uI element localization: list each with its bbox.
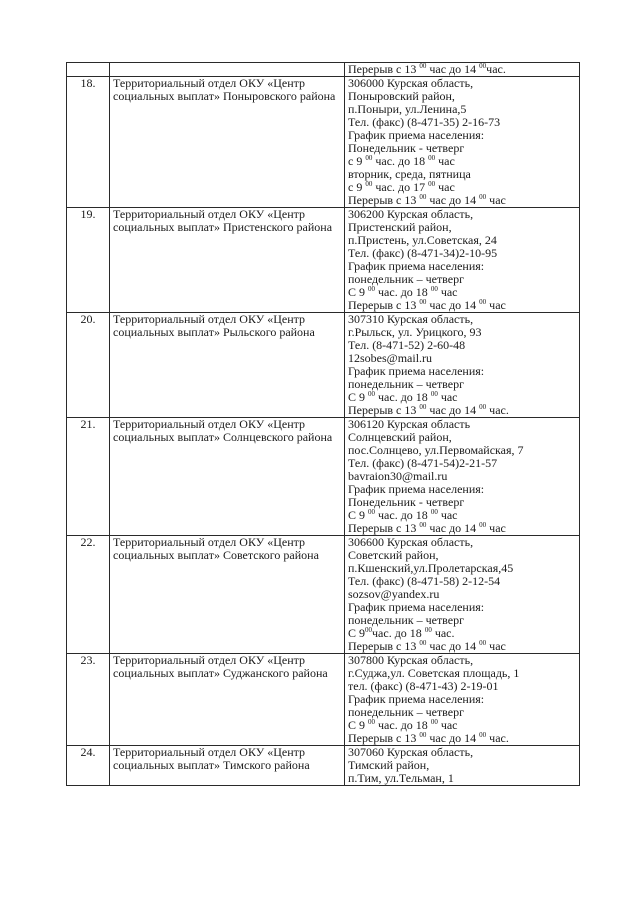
- line-text: Перерыв с 13: [348, 731, 420, 745]
- line-text: тел. (факс) (8-471-43) 2-19-01: [348, 679, 499, 693]
- line-text: Тел. (факс) (8-471-54)2-21-57: [348, 456, 498, 470]
- table-row: [67, 208, 580, 313]
- time-minutes-superscript: 00: [430, 390, 438, 398]
- line-text: с 9: [348, 154, 366, 168]
- time-minutes-superscript: 00: [479, 62, 487, 70]
- line-text: час. до 18: [372, 154, 429, 168]
- organization-name: Территориальный отдел ОКУ «Центр социальных выплат» Тимского района: [110, 746, 345, 786]
- line-text: sozsov@yandex.ru: [348, 587, 440, 601]
- row-number: 20.: [67, 313, 110, 418]
- line-text: п.Кшенский,ул.Пролетарская,45: [348, 561, 514, 575]
- address-line: [348, 194, 576, 207]
- time-minutes-superscript: 00: [479, 403, 487, 411]
- time-minutes-superscript: 00: [419, 639, 427, 647]
- line-text: час: [437, 718, 458, 732]
- time-minutes-superscript: 00: [365, 626, 373, 634]
- address-schedule: [345, 63, 580, 77]
- time-minutes-superscript: 00: [479, 731, 487, 739]
- line-text: п.Пристень, ул.Советская, 24: [348, 233, 497, 247]
- time-minutes-superscript: 00: [419, 521, 427, 529]
- line-text: 12sobes@mail.ru: [348, 351, 433, 365]
- line-text: г.Рыльск, ул. Урицкого, 93: [348, 325, 482, 339]
- address-line: [348, 772, 576, 785]
- line-text: час до 14: [426, 403, 480, 417]
- organization-name: Территориальный отдел ОКУ «Центр социальных выплат» Солнцевского района: [110, 418, 345, 536]
- line-text: График приема населения:: [348, 692, 485, 706]
- line-text: час.: [486, 731, 509, 745]
- line-text: С 9: [348, 626, 366, 640]
- address-line: [348, 404, 576, 417]
- line-text: 306600 Курская область,: [348, 535, 474, 549]
- line-text: Понедельник - четверг: [348, 495, 465, 509]
- line-text: График приема населения:: [348, 600, 485, 614]
- line-text: час до 14: [426, 62, 480, 76]
- line-text: час.: [486, 62, 506, 76]
- line-text: Перерыв с 13: [348, 403, 420, 417]
- address-line: [348, 640, 576, 653]
- line-text: час: [437, 390, 458, 404]
- line-text: час: [435, 154, 455, 168]
- address-schedule: [345, 77, 580, 208]
- time-minutes-superscript: 00: [479, 639, 487, 647]
- line-text: с 9: [348, 180, 366, 194]
- address-schedule: [345, 746, 580, 786]
- time-minutes-superscript: 00: [430, 285, 438, 293]
- row-number: 23.: [67, 654, 110, 746]
- line-text: График приема населения:: [348, 364, 485, 378]
- line-text: г.Суджа,ул. Советская площадь, 1: [348, 666, 520, 680]
- line-text: час: [435, 180, 455, 194]
- line-text: час. до 18: [372, 626, 425, 640]
- line-text: час: [486, 639, 506, 653]
- line-text: час до 14: [426, 639, 480, 653]
- line-text: 307060 Курская область,: [348, 745, 474, 759]
- line-text: час: [486, 298, 506, 312]
- time-minutes-superscript: 00: [430, 508, 438, 516]
- line-text: понедельник – четверг: [348, 272, 465, 286]
- time-minutes-superscript: 00: [430, 718, 438, 726]
- row-number: 19.: [67, 208, 110, 313]
- organization-name: Территориальный отдел ОКУ «Центр социальных выплат» Рыльского района: [110, 313, 345, 418]
- table-row: [67, 536, 580, 654]
- line-text: С 9: [348, 718, 369, 732]
- line-text: Тел. (факс) (8-471-34)2-10-95: [348, 246, 498, 260]
- line-text: час до 14: [426, 298, 480, 312]
- row-number: 21.: [67, 418, 110, 536]
- line-text: Перерыв с 13: [348, 298, 420, 312]
- row-number: 18.: [67, 77, 110, 208]
- time-minutes-superscript: 00: [419, 731, 427, 739]
- address-line: [348, 732, 576, 745]
- time-minutes-superscript: 00: [419, 403, 427, 411]
- line-text: вторник, среда, пятница: [348, 167, 471, 181]
- line-text: Поныровский район,: [348, 89, 455, 103]
- line-text: час: [486, 193, 506, 207]
- line-text: С 9: [348, 390, 369, 404]
- line-text: График приема населения:: [348, 482, 485, 496]
- line-text: График приема населения:: [348, 128, 485, 142]
- time-minutes-superscript: 00: [428, 154, 436, 162]
- line-text: Тел. (факс) (8-471-58) 2-12-54: [348, 574, 501, 588]
- time-minutes-superscript: 00: [368, 390, 376, 398]
- row-number: 22.: [67, 536, 110, 654]
- line-text: Советский район,: [348, 548, 439, 562]
- time-minutes-superscript: 00: [368, 718, 376, 726]
- time-minutes-superscript: 00: [419, 298, 427, 306]
- line-text: пос.Солнцево, ул.Первомайская, 7: [348, 443, 524, 457]
- address-schedule: [345, 654, 580, 746]
- time-minutes-superscript: 00: [365, 180, 373, 188]
- line-text: Солнцевский район,: [348, 430, 452, 444]
- time-minutes-superscript: 00: [428, 180, 436, 188]
- offices-table: [66, 62, 580, 786]
- line-text: С 9: [348, 508, 369, 522]
- time-minutes-superscript: 00: [479, 193, 487, 201]
- time-minutes-superscript: 00: [479, 298, 487, 306]
- table-row: [67, 63, 580, 77]
- address-line: [348, 63, 576, 76]
- line-text: Перерыв с 13: [348, 62, 420, 76]
- line-text: час.: [486, 403, 509, 417]
- organization-name: Территориальный отдел ОКУ «Центр социальных выплат» Поныровского района: [110, 77, 345, 208]
- address-line: [348, 299, 576, 312]
- line-text: Тел. (8-471-52) 2-60-48: [348, 338, 466, 352]
- time-minutes-superscript: 00: [479, 521, 487, 529]
- line-text: График приема населения:: [348, 259, 485, 273]
- line-text: час: [437, 508, 458, 522]
- time-minutes-superscript: 00: [368, 285, 376, 293]
- line-text: 306000 Курская область,: [348, 76, 474, 90]
- line-text: Тимский район,: [348, 758, 430, 772]
- row-number: [67, 63, 110, 77]
- organization-name: Территориальный отдел ОКУ «Центр социальных выплат» Суджанского района: [110, 654, 345, 746]
- line-text: час до 14: [426, 731, 480, 745]
- line-text: час: [437, 285, 458, 299]
- line-text: час до 14: [426, 521, 480, 535]
- line-text: bavraion30@mail.ru: [348, 469, 448, 483]
- line-text: Перерыв с 13: [348, 639, 420, 653]
- time-minutes-superscript: 00: [365, 154, 373, 162]
- organization-name: [110, 63, 345, 77]
- line-text: 306120 Курская область: [348, 417, 471, 431]
- time-minutes-superscript: 00: [368, 508, 376, 516]
- line-text: час. до 18: [375, 508, 431, 522]
- table-row: [67, 746, 580, 786]
- line-text: понедельник – четверг: [348, 613, 465, 627]
- line-text: час: [486, 521, 506, 535]
- time-minutes-superscript: 00: [424, 626, 432, 634]
- address-line: [348, 522, 576, 535]
- line-text: 307310 Курская область,: [348, 312, 474, 326]
- line-text: Пристенский район,: [348, 220, 452, 234]
- address-schedule: [345, 208, 580, 313]
- table-row: [67, 77, 580, 208]
- line-text: 306200 Курская область,: [348, 207, 474, 221]
- line-text: Перерыв с 13: [348, 521, 420, 535]
- address-schedule: [345, 536, 580, 654]
- line-text: п.Поныри, ул.Ленина,5: [348, 102, 467, 116]
- line-text: Тел. (факс) (8-471-35) 2-16-73: [348, 115, 501, 129]
- line-text: п.Тим, ул.Тельман, 1: [348, 771, 454, 785]
- table-row: [67, 418, 580, 536]
- line-text: час. до 18: [375, 390, 431, 404]
- address-schedule: [345, 313, 580, 418]
- line-text: час.: [431, 626, 455, 640]
- offices-table-body: [67, 63, 580, 786]
- table-row: [67, 313, 580, 418]
- address-schedule: [345, 418, 580, 536]
- line-text: Понедельник - четверг: [348, 141, 465, 155]
- row-number: 24.: [67, 746, 110, 786]
- line-text: понедельник – четверг: [348, 377, 465, 391]
- line-text: Перерыв с 13: [348, 193, 420, 207]
- table-row: [67, 654, 580, 746]
- line-text: 307800 Курская область,: [348, 653, 474, 667]
- time-minutes-superscript: 00: [419, 193, 427, 201]
- line-text: час. до 18: [375, 285, 431, 299]
- line-text: С 9: [348, 285, 369, 299]
- time-minutes-superscript: 00: [419, 62, 427, 70]
- organization-name: Территориальный отдел ОКУ «Центр социальных выплат» Советского района: [110, 536, 345, 654]
- organization-name: Территориальный отдел ОКУ «Центр социальных выплат» Пристенского района: [110, 208, 345, 313]
- line-text: час. до 17: [372, 180, 429, 194]
- line-text: понедельник – четверг: [348, 705, 465, 719]
- line-text: час. до 18: [375, 718, 431, 732]
- line-text: час до 14: [426, 193, 480, 207]
